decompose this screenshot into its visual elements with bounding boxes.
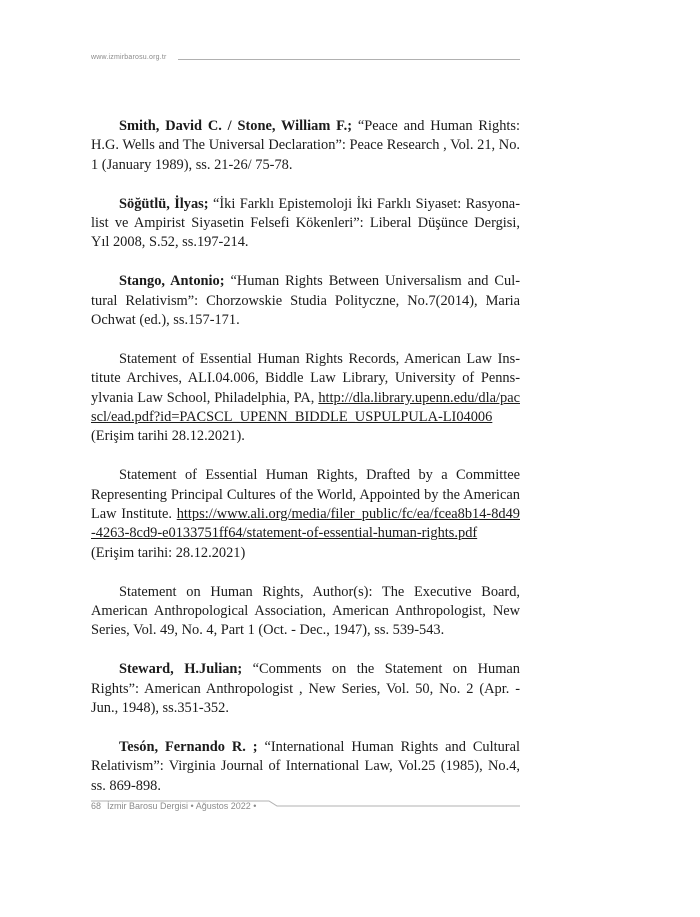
entry-author: Smith, David C. / Stone, William F.; bbox=[119, 118, 353, 134]
entry-access-date: (Erişim tarihi 28.12.2021). bbox=[91, 428, 245, 445]
page-number: 68 bbox=[91, 801, 102, 811]
entry-text: “International Human Rights and Cultural Relativism”: Virginia Journal of International Law, Vol.25 (1985), No.4, ss. 869-898. bbox=[91, 738, 520, 794]
entry-text: Statement of Essential Human Rights Records, American Law Institute Archives, ALI.04.006, Biddle Law Library, University of Pennsylvania Law School, Philadelphia, PA, bbox=[91, 350, 520, 406]
bibliography-entry bbox=[91, 272, 520, 330]
bibliography-entry bbox=[91, 660, 520, 718]
bibliography-list bbox=[91, 117, 520, 816]
entry-text: “Peace and Human Rights: H.G. Wells and The Universal Declaration”: Peace Research , Vol. 21, No. 1 (January 1989), ss. 21-26/ 75-78. bbox=[91, 118, 520, 173]
entry-text: Statement on Human Rights, Author(s): The Executive Board, American Anthropological Association, American Anthropologist, New Series, Vol. 49, No. 4, Part 1 (Oct. - Dec., 1947), ss. 539-543. bbox=[91, 583, 520, 639]
entry-text: “İki Farklı Epistemoloji İki Farklı Siyaset: Rasyonalist ve Ampirist Siyasetin Felsefi Kökenleri”: Liberal Düşünce Dergisi, Yıl 2008, S.52, ss.197-214. bbox=[91, 195, 520, 251]
entry-text: “Comments on the Statement on Human Rights”: American Anthropologist , New Series, Vol. 50, No. 2 (Apr. - Jun., 1948), ss.351-352. bbox=[91, 661, 520, 717]
entry-link[interactable]: http://dla.library.upenn.edu/dla/pacscl/ead.pdf?id=PACSCL_UPENN_BIDDLE_USPULPULA-LI04006 bbox=[91, 389, 520, 426]
bibliography-entry bbox=[91, 350, 520, 447]
footer-text bbox=[91, 801, 256, 811]
journal-name: İzmir Barosu Dergisi • Ağustos 2022 • bbox=[107, 801, 257, 811]
entry-author: Söğütlü, İlyas; bbox=[119, 195, 209, 212]
header-rule bbox=[178, 59, 520, 60]
page-footer bbox=[91, 800, 520, 814]
entry-author: Steward, H.Julian; bbox=[119, 661, 243, 678]
entry-author: Tesón, Fernando R. ; bbox=[119, 738, 258, 755]
bibliography-entry bbox=[91, 117, 520, 175]
bibliography-entry bbox=[91, 466, 520, 563]
entry-text: “Human Rights Between Universalism and Cultural Relativism”: Chorzowskie Studia Polityczne, No.7(2014), Maria Ochwat (ed.), ss.157-171. bbox=[91, 273, 520, 329]
bibliography-entry bbox=[91, 195, 520, 253]
entry-access-date: (Erişim tarihi: 28.12.2021) bbox=[91, 544, 246, 561]
entry-author: Stango, Antonio; bbox=[119, 273, 225, 290]
entry-link[interactable]: https://www.ali.org/media/filer_public/fc/ea/fcea8b14-8d49-4263-8cd9-e0133751ff64/statement-of-essential-human-rights.pdf bbox=[91, 506, 520, 542]
entry-text: Statement of Essential Human Rights, Drafted by a Committee Representing Principal Cultures of the World, Appointed by the American Law Institute. bbox=[91, 467, 520, 523]
bibliography-entry bbox=[91, 583, 520, 641]
bibliography-entry bbox=[91, 738, 520, 796]
page-header bbox=[91, 54, 520, 66]
header-url: www.izmirbarosu.org.tr bbox=[91, 54, 167, 61]
